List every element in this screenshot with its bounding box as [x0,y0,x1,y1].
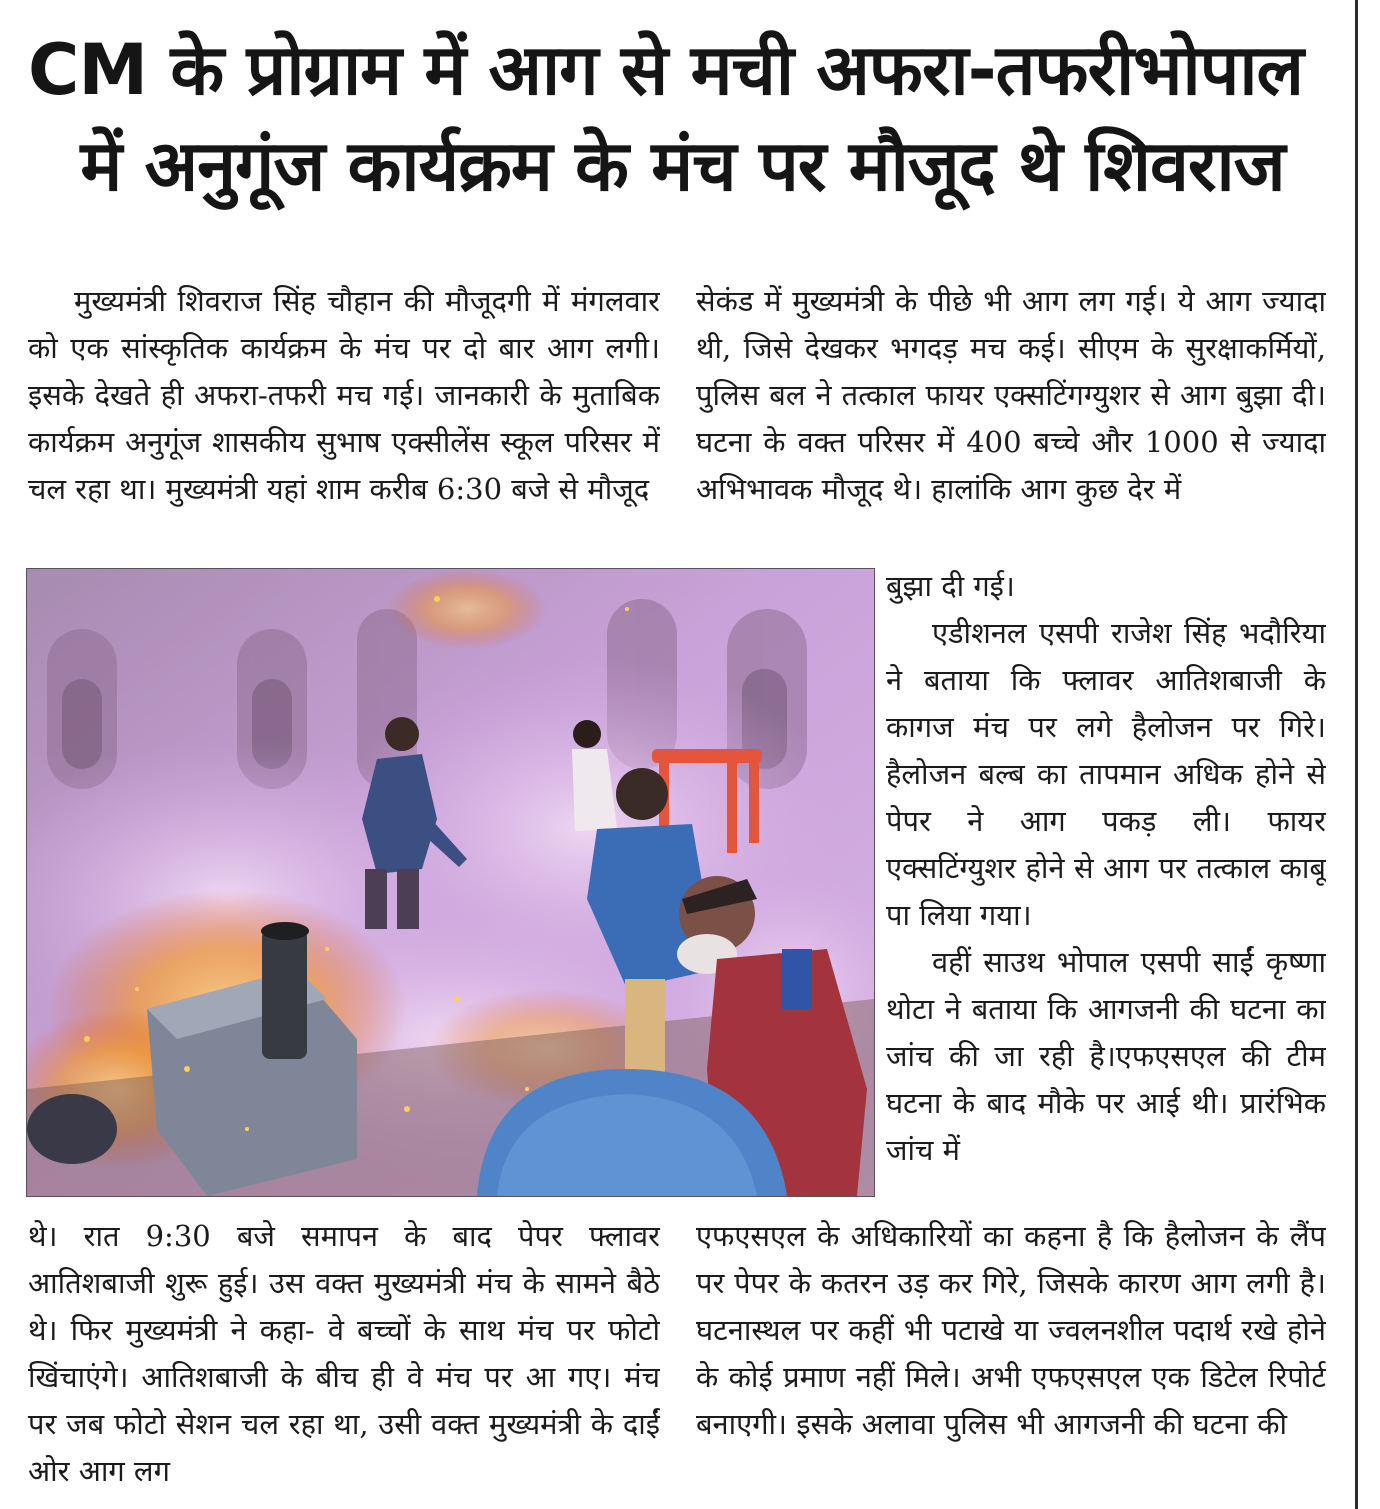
article-paragraph: थे। रात 9:30 बजे समापन के बाद पेपर फ्लावर आतिशबाजी शुरू हुई। उस वक्त मुख्यमंत्री मंच के सामने बैठे थे। फिर मुख्यमंत्री ने कहा- वे बच्चों के साथ मंच पर फोटो खिंचाएंगे। आतिशबाजी के बीच ही वे मंच पर आ गए। मंच पर जब फोटो सेशन चल रहा था, उसी वक्त मुख्यमंत्री के दाईं ओर आग लग [28,1219,660,1488]
article-paragraph: एडीशनल एसपी राजेश सिंह भदौरिया ने बताया कि फ्लावर आतिशबाजी के कागज मंच पर लगे हैलोजन पर गिरे। हैलोजन बल्ब का तापमान अधिक होने से पेपर ने आग पकड़ ली। फायर एक्सटिंग्युशर होने से आग पर तत्काल काबू पा लिया गया। [886,616,1326,932]
article-column-right-top [696,278,1326,563]
headline-line-2: में अनुगूंज कार्यक्रम के मंच पर मौजूद थे शिवराज [80,125,1285,207]
article-paragraph: एफएसएल के अधिकारियों का कहना है कि हैलोजन के लैंप पर पेपर के कतरन उड़ कर गिरे, जिसके कारण आग लगी है। घटनास्थल पर कहीं भी पटाखे या ज्वलनशील पदार्थ रखे होने के कोई प्रमाण नहीं मिले। अभी एफएसएल एक डिटेल रिपोर्ट बनाएगी। इसके अलावा पुलिस भी आगजनी की घटना की [696,1219,1326,1441]
headline [20,22,1345,214]
news-photo-stage-fire [26,568,875,1197]
headline-line-1: CM के प्रोग्राम में आग से मची अफरा-तफरीभोपाल [28,29,1303,111]
article-paragraph: बुझा दी गई। [886,569,1015,603]
article-column-right-bottom [696,1213,1326,1509]
article-paragraph: वहीं साउथ भोपाल एसपी साईं कृष्णा थोटा ने बताया कि आगजनी की घटना का जांच की जा रही है।एफएसएल की टीम घटना के बाद मौके पर आई थी। प्रारंभिक जांच में [886,945,1326,1167]
article-paragraph: सेकंड में मुख्यमंत्री के पीछे भी आग लग गई। ये आग ज्यादा थी, जिसे देखकर भगदड़ मच कई। सीएम के सुरक्षाकर्मियों, पुलिस बल ने तत्काल फायर एक्सटिंगग्युशर से आग बुझा दी। घटना के वक्त परिसर में 400 बच्चे और 1000 से ज्यादा अभिभावक मौजूद थे। हालांकि आग कुछ देर में [696,284,1326,506]
article-paragraph: मुख्यमंत्री शिवराज सिंह चौहान की मौजूदगी में मंगलवार को एक सांस्कृतिक कार्यक्रम के मंच पर दो बार आग लगी। इसके देखते ही अफरा-तफरी मच गई। जानकारी के मुताबिक कार्यक्रम अनुगूंज शासकीय सुभाष एक्सीलेंस स्कूल परिसर में चल रहा था। मुख्यमंत्री यहां शाम करीब 6:30 बजे से मौजूद [28,284,660,506]
photo-illustration [27,569,874,1196]
article-column-left-top [28,278,660,563]
article-column-left-bottom [28,1213,660,1509]
article-column-right-middle [886,563,1326,1213]
column-divider-rule [1355,0,1358,1509]
